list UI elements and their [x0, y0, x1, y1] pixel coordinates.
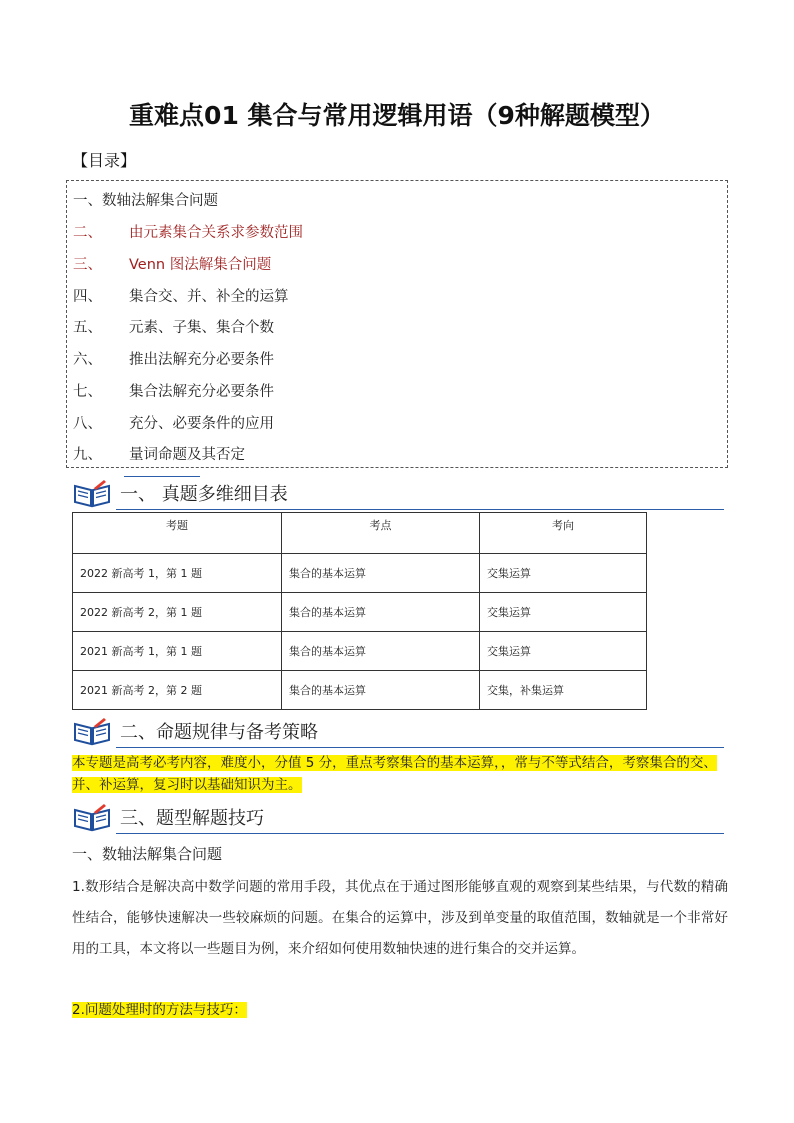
table-cell: 交集运算: [480, 632, 647, 671]
toc-item-6[interactable]: [73, 348, 274, 370]
section-title: 三、题型解题技巧: [120, 808, 264, 829]
highlighted-text: 2.问题处理时的方法与技巧：: [72, 1002, 247, 1018]
toc-item-num: 六、: [73, 352, 102, 368]
section-header-3: [72, 800, 724, 834]
section-rule: [116, 833, 724, 834]
section-divider: [124, 476, 200, 477]
toc-label: 【目录】: [72, 151, 137, 170]
toc-item-label: 数轴法解集合问题: [102, 193, 218, 209]
toc-item-1[interactable]: [73, 189, 218, 211]
table-cell: 2021 新高考 2，第 2 题: [73, 671, 282, 710]
toc-item-num: 九、: [73, 447, 102, 463]
table-cell: 交集，补集运算: [480, 671, 647, 710]
toc-item-2[interactable]: [73, 221, 303, 243]
book-icon: [72, 802, 112, 832]
toc-item-8[interactable]: [73, 412, 274, 434]
toc-item-label: 由元素集合关系求参数范围: [129, 225, 303, 241]
table-row: [73, 671, 647, 710]
tips-heading: [72, 998, 247, 1018]
page-title: 重难点01 集合与常用逻辑用语（9种解题模型）: [129, 101, 665, 130]
toc-item-label: 量词命题及其否定: [129, 447, 245, 463]
toc-item-label: 充分、必要条件的应用: [129, 416, 274, 432]
toc-item-label: 集合法解充分必要条件: [129, 384, 274, 400]
toc-item-num: 三、: [73, 257, 102, 273]
body-paragraph: 1.数形结合是解决高中数学问题的常用手段，其优点在于通过图形能够直观的观察到某些结果，与代数的精确性结合，能够快速解决一些较麻烦的问题。在集合的运算中，涉及到单变量的取值范围，数轴就是一个非常好用的工具，本文将以一些题目为例，来介绍如何使用数轴快速的进行集合的交并运算。: [72, 879, 728, 957]
table-cell: 2021 新高考 1，第 1 题: [73, 632, 282, 671]
section-rule: [116, 747, 724, 748]
toc-item-num: 一、: [73, 193, 102, 209]
toc-item-num: 二、: [73, 225, 102, 241]
highlighted-text: 本专题是高考必考内容，难度小，分值 5 分，重点考察集合的基本运算，，常与不等式结合，考察集合的交、并、补运算，复习时以基础知识为主。: [72, 755, 717, 793]
toc-item-num: 五、: [73, 320, 102, 336]
section-title: 二、命题规律与备考策略: [120, 722, 318, 743]
toc-item-5[interactable]: [73, 316, 274, 338]
table-header-row: [73, 513, 647, 554]
book-icon: [72, 478, 112, 508]
table-cell: 集合的基本运算: [282, 554, 480, 593]
toc-item-num: 四、: [73, 289, 102, 305]
section-title: 一、 真题多维细目表: [120, 484, 288, 505]
table-cell: 交集运算: [480, 593, 647, 632]
section-header-1: [72, 476, 724, 510]
table-header-cell: 考向: [480, 513, 647, 554]
table-row: [73, 632, 647, 671]
toc-item-3[interactable]: [73, 253, 271, 275]
subsection-title: 一、数轴法解集合问题: [72, 845, 223, 863]
table-cell: 集合的基本运算: [282, 671, 480, 710]
toc-item-num: 七、: [73, 384, 102, 400]
toc-box: [66, 180, 728, 468]
toc-item-7[interactable]: [73, 380, 274, 402]
table-cell: 2022 新高考 2，第 1 题: [73, 593, 282, 632]
toc-item-num: 八、: [73, 416, 102, 432]
table-cell: 2022 新高考 1，第 1 题: [73, 554, 282, 593]
table-row: [73, 593, 647, 632]
section-rule: [116, 509, 724, 510]
book-icon: [72, 716, 112, 746]
strategy-paragraph: [72, 752, 732, 796]
table-row: [73, 554, 647, 593]
toc-item-4[interactable]: [73, 285, 289, 307]
toc-item-9[interactable]: [73, 443, 245, 465]
table-cell: 交集运算: [480, 554, 647, 593]
section-header-2: [72, 714, 724, 748]
table-cell: 集合的基本运算: [282, 632, 480, 671]
toc-item-label: 集合交、并、补全的运算: [129, 289, 289, 305]
table-header-cell: 考题: [73, 513, 282, 554]
table-cell: 集合的基本运算: [282, 593, 480, 632]
toc-item-label: 推出法解充分必要条件: [129, 352, 274, 368]
toc-item-label: Venn 图法解集合问题: [129, 257, 272, 273]
exam-table: [72, 512, 647, 710]
table-header-cell: 考点: [282, 513, 480, 554]
toc-item-label: 元素、子集、集合个数: [129, 320, 274, 336]
